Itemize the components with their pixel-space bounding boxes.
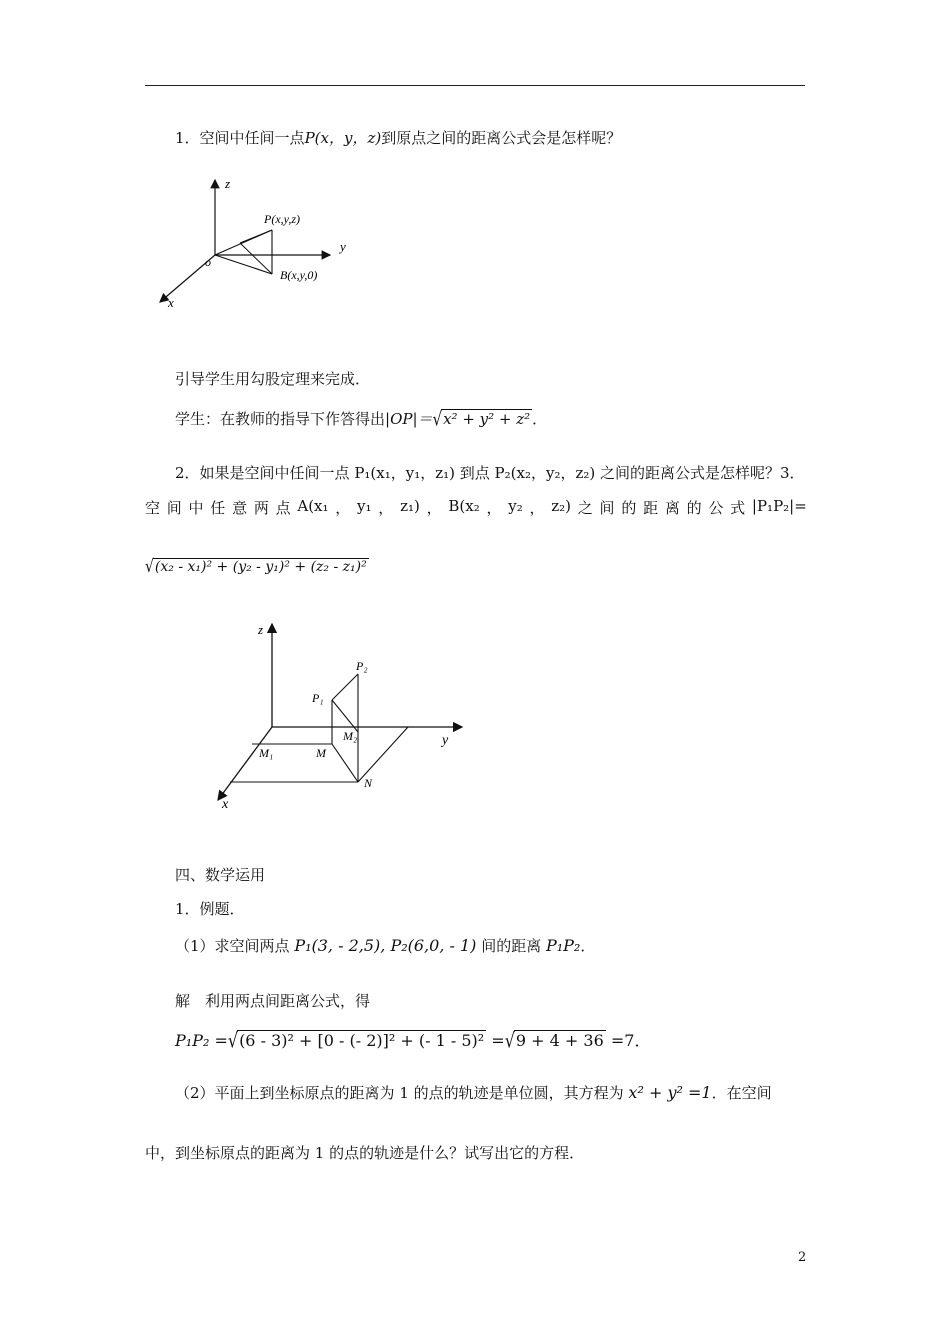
label-m2: M₂ (343, 729, 358, 743)
example-1: （1）求空间两点 P₁(3, - 2,5), P₂(6,0, - 1) 间的距离 P₁P₂． (175, 936, 596, 955)
header-rule (145, 85, 805, 86)
solution-label: 解 利用两点间距离公式，得 (175, 992, 371, 1010)
justified-word: |P₁P₂|= (751, 497, 807, 515)
label-x: x (168, 295, 174, 310)
label-m1: M₁ (259, 746, 274, 760)
justified-word: 式 (730, 499, 746, 517)
justified-word: 的 (686, 499, 702, 517)
figure-2-two-point-diagram (210, 612, 470, 812)
segment-p1-p2 (332, 674, 358, 700)
example-2-line2: 中，到坐标原点的距离为 1 的点的轨迹是什么？试写出它的方程． (145, 1144, 585, 1162)
question-3-line (145, 497, 807, 518)
justified-word: 空 (145, 499, 161, 517)
justified-word: 中 (188, 499, 204, 517)
justified-word: z₁) (400, 497, 420, 515)
label-z: z (258, 622, 264, 637)
justified-word: 意 (232, 499, 248, 517)
label-o: o (205, 255, 211, 269)
distance-formula: √(x₂ - x₁)² + (y₂ - y₁)² + (z₂ - z₁)² (145, 557, 367, 577)
justified-word: 间 (166, 499, 182, 517)
justified-word: A(x₁ (297, 497, 329, 515)
example-heading: 1．例题． (175, 900, 245, 918)
justified-word: 的 (621, 499, 637, 517)
label-p2: P₂ (356, 659, 368, 673)
page-number: 2 (798, 1250, 807, 1265)
label-b: B(x,y,0) (280, 268, 318, 282)
section-heading: 四、数学运用 (175, 866, 266, 884)
label-p: P(x,y,z) (264, 212, 300, 226)
justified-word: ， (529, 499, 545, 517)
segment-p-inner (240, 230, 272, 243)
label-m: M (316, 746, 326, 760)
segment-ob (215, 255, 272, 274)
justified-word: ， (486, 499, 502, 517)
justified-word: 公 (708, 499, 724, 517)
x-axis (218, 727, 272, 800)
justified-word: z₂) (551, 497, 572, 515)
segment-m-n (332, 744, 358, 782)
example-2-line1: （2）平面上到坐标原点的距离为 1 的点的轨迹是单位圆，其方程为 x² + y² =1．在空间 (175, 1083, 772, 1102)
solution-formula: P₁P₂ =√(6 - 3)² + [0 - (- 2)]² + (- 1 - 5)² =√9 + 4 + 36 =7． (175, 1028, 651, 1053)
question-1: 1．空间中任间一点P(x，y，z)到原点之间的距离公式会是怎样呢？ (175, 129, 622, 147)
label-n: N (364, 776, 373, 790)
label-z: z (225, 176, 231, 191)
justified-word: ， (426, 499, 442, 517)
justified-word: B(x₂ (448, 497, 480, 515)
label-y: y (340, 239, 346, 254)
justified-word: y₂ (508, 497, 523, 515)
justified-word: ， (335, 499, 351, 517)
segment-n-corner (358, 727, 408, 782)
justified-word: 间 (599, 499, 615, 517)
guide-text: 引导学生用勾股定理来完成． (175, 370, 371, 388)
figure-1-coordinate-diagram (150, 170, 370, 320)
student-answer: 学生：在教师的指导下作答得出|OP|＝√x² + y² + z² ． (175, 407, 548, 431)
justified-word: ， (378, 499, 394, 517)
question-2-line1: 2．如果是空间中任间一点 P₁(x₁，y₁，z₁) 到点 P₂(x₂，y₂，z₂) 之间的距离公式是怎样呢？3． (175, 464, 805, 482)
question-number: 1． (175, 129, 200, 147)
justified-word: 任 (210, 499, 226, 517)
label-p1: P₁ (312, 691, 324, 705)
label-y: y (442, 733, 449, 748)
justified-word: 两 (253, 499, 269, 517)
justified-word: 距 (643, 499, 659, 517)
justified-word: 之 (577, 499, 593, 517)
justified-word: y₁ (357, 497, 372, 515)
justified-word: 点 (275, 499, 291, 517)
justified-word: 离 (664, 499, 680, 517)
radical-op: x² + y² + z² (443, 410, 531, 428)
segment-inner-b (240, 243, 272, 274)
label-x: x (222, 797, 229, 812)
